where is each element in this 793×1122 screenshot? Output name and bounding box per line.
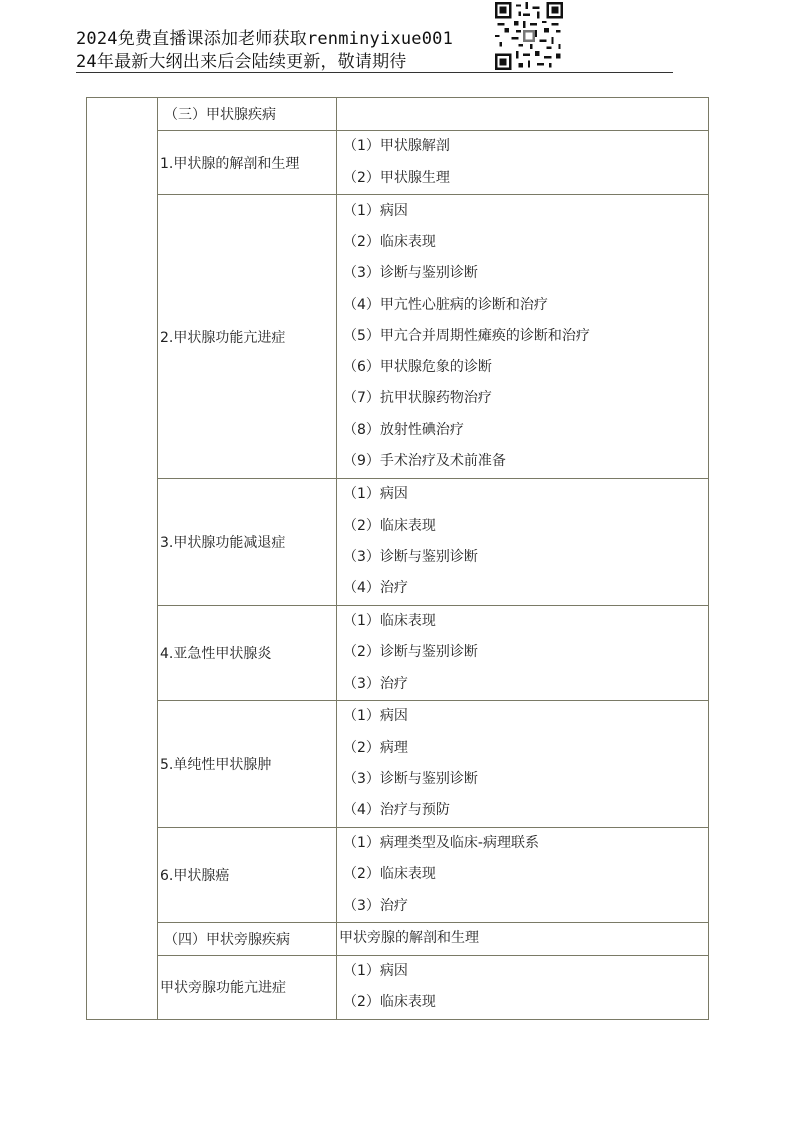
- items-cell: [337, 98, 709, 131]
- list-item: （1）甲状腺解剖: [343, 138, 450, 155]
- table-row: [87, 98, 709, 131]
- header-line-2: 24年最新大纲出来后会陆续更新，敬请期待: [76, 52, 407, 72]
- items-cell: [337, 131, 709, 195]
- list-item: （4）治疗: [343, 580, 408, 597]
- items-cell: [337, 701, 709, 828]
- list-item: （3）诊断与鉴别诊断: [343, 265, 478, 282]
- category-cell: 3.甲状腺功能减退症: [158, 479, 337, 606]
- items-cell: [337, 195, 709, 479]
- list-item: （1）病因: [343, 963, 408, 979]
- list-item: （2）临床表现: [343, 994, 436, 1011]
- category-cell: 5.单纯性甲状腺肿: [158, 701, 337, 828]
- table-row: [87, 956, 709, 1020]
- table-row: [87, 606, 709, 701]
- list-item: （2）诊断与鉴别诊断: [343, 644, 478, 661]
- table-row: [87, 131, 709, 195]
- list-item: （1）病因: [343, 708, 408, 725]
- list-item: （1）病因: [343, 202, 408, 219]
- items-cell: [337, 828, 709, 923]
- category-cell: 4.亚急性甲状腺炎: [158, 606, 337, 701]
- list-item: （2）临床表现: [343, 866, 436, 883]
- list-item: （4）治疗与预防: [343, 802, 450, 819]
- header-line-1: 2024免费直播课添加老师获取renminyixue001: [76, 29, 454, 49]
- list-item: （2）临床表现: [343, 233, 436, 250]
- category-cell: （四）甲状旁腺疾病: [158, 923, 337, 956]
- list-item: （3）诊断与鉴别诊断: [343, 771, 478, 787]
- list-item: （4）甲亢性心脏病的诊断和治疗: [343, 296, 548, 313]
- list-item: （2）甲状腺生理: [343, 169, 450, 186]
- table-row: [87, 701, 709, 828]
- page-header: [76, 2, 676, 74]
- items-cell: [337, 479, 709, 606]
- table-row: [87, 923, 709, 956]
- list-item: （6）甲状腺危象的诊断: [343, 359, 492, 376]
- list-item: （7）抗甲状腺药物治疗: [343, 390, 492, 407]
- list-item: （1）临床表现: [343, 613, 436, 630]
- blank-column-cell: [87, 98, 158, 1020]
- qr-code-icon: [495, 2, 563, 70]
- category-cell: 6.甲状腺癌: [158, 828, 337, 923]
- table-row: [87, 479, 709, 606]
- items-cell: [337, 606, 709, 701]
- table-row: [87, 828, 709, 923]
- list-item: （2）临床表现: [343, 517, 436, 534]
- list-item: （1）病因: [343, 486, 408, 503]
- list-item: （9）手术治疗及术前准备: [343, 453, 506, 470]
- list-item: （2）病理: [343, 739, 408, 756]
- list-item: （8）放射性碘治疗: [343, 421, 464, 438]
- list-item: （1）病理类型及临床-病理联系: [343, 835, 539, 852]
- list-item: （3）治疗: [343, 897, 408, 914]
- syllabus-table: [86, 97, 709, 1020]
- items-cell: [337, 956, 709, 1020]
- header-divider: [76, 72, 673, 73]
- table-row: [87, 195, 709, 479]
- items-cell: [337, 923, 709, 956]
- list-item: （3）诊断与鉴别诊断: [343, 549, 478, 565]
- category-cell: 1.甲状腺的解剖和生理: [158, 131, 337, 195]
- category-cell: （三）甲状腺疾病: [158, 98, 337, 131]
- list-item: 甲状旁腺的解剖和生理: [339, 930, 479, 947]
- category-cell: 甲状旁腺功能亢进症: [158, 956, 337, 1020]
- category-cell: 2.甲状腺功能亢进症: [158, 195, 337, 479]
- list-item: （3）治疗: [343, 675, 408, 692]
- list-item: （5）甲亢合并周期性瘫痪的诊断和治疗: [343, 327, 590, 344]
